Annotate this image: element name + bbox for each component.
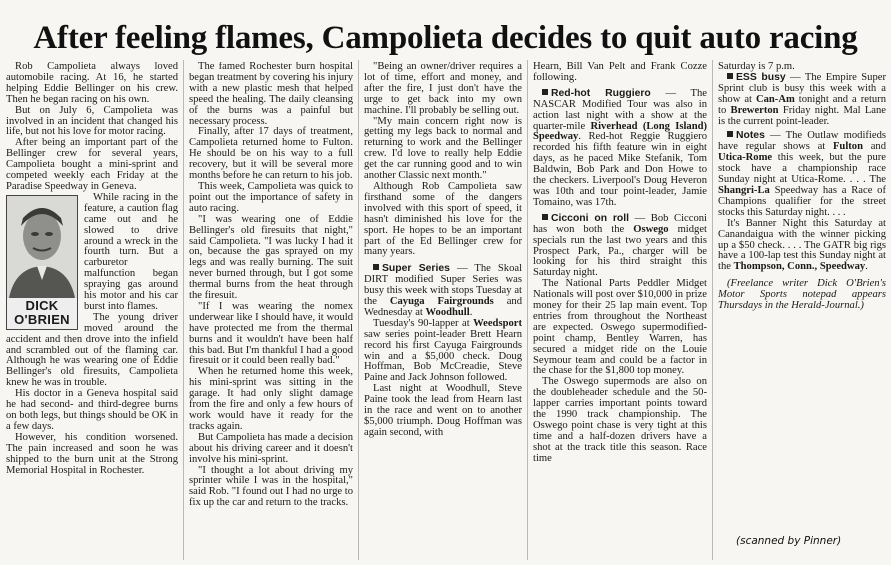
section-text: this week, but the pure stock have a championship race Sunday night at Utica-Rome. . . . The xyxy=(718,152,886,186)
paragraph: "I thought a lot about driving my sprinter while I was in the hospital," said Rob. "I found out I had no urge to fix up the car and return to the tracks. xyxy=(189,464,353,509)
paragraph: His doctor in a Geneva hospital said he had second- and third-degree burns on both legs, but things should be OK in a few days. xyxy=(6,388,178,432)
author-note: (Freelance writer Dick O'Brien's Motor Sports notepad appears Thursdays in the Herald-Journal.) xyxy=(718,278,886,312)
text: saw series point-leader Brett Hearn record his first Cayuga Fairgrounds win and a $5,000 check. Doug Hoffman, Bob McCreadie, Steve Paine and Jack Johnson followed. xyxy=(364,328,522,384)
text: It's Banner Night this Saturday at Canandaigua with the winner picking up a $50 check. . . . The GATR big rigs have a 100-lap test this Sunday night at the xyxy=(718,217,886,273)
paragraph: After being an important part of the Bellinger crew for several years, Campolieta bought a mini-sprint and competed weekly each Friday at the Paradise Speedway in Geneva. xyxy=(6,137,178,192)
section-text: Friday night. Mal Lane is the current point-leader. xyxy=(718,104,886,127)
bold-text: Can-Am xyxy=(755,93,795,105)
paragraph xyxy=(364,319,522,384)
paragraph: When he returned home this week, his mini-sprint was sitting in the garage. It had only slight damage from the fire and only a few hours of work would have it ready for the tracks again. xyxy=(189,366,353,432)
column-1 xyxy=(6,62,178,564)
paragraph: Last night at Woodhull, Steve Paine took the lead from Hearn last in the race and went on to another $5,000 triumph. Doug Hoffman was again second, with xyxy=(364,383,522,438)
text: . xyxy=(865,261,868,273)
bullet-square-icon xyxy=(727,131,733,137)
paragraph: "If I was wearing the nomex underwear like I should have, it would have protected me from the thermal burns and it wouldn't have been half this bad. But I'm thankful I had a good firesuit or it could been really bad." xyxy=(189,300,353,367)
paragraph: "My main concern right now is getting my legs back to normal and returning to work and the Bellinger crew. I'd love to really help Eddie get the car running good and to win another Classic next month." xyxy=(364,115,522,182)
section-notes xyxy=(718,131,886,218)
scan-credit: (scanned by Pinner) xyxy=(736,535,842,547)
section-text: — Bob Cicconi has won both the xyxy=(533,212,707,235)
section-title: ESS busy xyxy=(736,71,786,83)
byline: DICK O'BRIEN xyxy=(14,297,70,327)
column-5 xyxy=(718,62,886,482)
bold-text: Riverhead (Long Island) Speedway xyxy=(533,120,707,143)
section-text: and Wednesday at xyxy=(364,296,522,318)
section-title: Red-hot Ruggiero xyxy=(551,87,651,99)
section-text: — The Empire Super Sprint club is busy this week with a show at xyxy=(718,71,886,105)
section-title: Cicconi on roll xyxy=(551,212,630,224)
section-text: Speedway has a Race of Champions qualifier for the street stocks this Saturday night. . . . xyxy=(718,184,886,218)
section-title: Notes xyxy=(736,130,765,142)
column-divider xyxy=(358,60,359,560)
bold-text: Thompson, Conn., Speedway xyxy=(733,261,866,273)
section-text: . xyxy=(469,306,473,318)
column-divider xyxy=(183,60,184,560)
bullet-square-icon xyxy=(542,89,548,95)
paragraph: This week, Campolieta was quick to point out the importance of safety in auto racing. xyxy=(189,180,353,214)
section-cicconi-on-roll xyxy=(533,214,707,279)
portrait-image xyxy=(7,196,77,298)
bold-text: Woodhull xyxy=(425,306,470,318)
bold-text: Cayuga Fairgrounds xyxy=(389,296,494,308)
bold-text: Shangri-La xyxy=(718,184,770,196)
headline: After feeling flames, Campolieta decides to quit auto racing xyxy=(33,20,858,56)
paragraph: Rob Campolieta always loved automobile racing. At 16, he started helping Eddie Bellinger on his crew. Then he began racing on his own. xyxy=(6,62,178,105)
column-2 xyxy=(189,62,353,564)
bullet-square-icon xyxy=(727,73,733,79)
section-text: and xyxy=(862,141,886,153)
paragraph: Finally, after 17 days of treatment, Campolieta returned home to Fulton. He should be on his way to a full recovery, but it will be several more months before he can return to his job. xyxy=(189,126,353,182)
paragraph: The Oswego supermods are also on the doubleheader schedule and the 50-lapper carries important points toward the 1990 track championship. The Oswego point chase is very tight at this time and a half-dozen drivers have a shot at the track title this season. Race time xyxy=(533,376,707,464)
paragraph: But Campolieta has made a decision about his driving career and it doesn't involve his mini-sprint. xyxy=(189,431,353,465)
paragraph: Although Rob Campolieta saw firsthand some of the dangers involved with this sport of speed, it hasn't diminished his love for the sport. He hopes to be an important part of the Ed Bellinger crew for many years. xyxy=(364,180,522,258)
paragraph: The famed Rochester burn hospital began treatment by covering his injury with a new plastic mesh that helped speed the healing. The daily cleansing of the burns was a painful but necessary process. xyxy=(189,62,353,127)
section-title: Super Series xyxy=(382,263,450,275)
column-3 xyxy=(364,62,522,564)
section-text: midget specials run the last two years and this Prospect Park, Pa., charger will be looking for his third straight this Saturday night. xyxy=(533,223,707,279)
section-super-series xyxy=(364,264,522,319)
bold-text: Weedsport xyxy=(473,317,522,329)
bold-text: Fulton xyxy=(832,141,863,153)
paragraph: While racing in the feature, a caution flag came out and he slowed to drive around a wreck in the fourth turn. But a carburetor malfunction began spraying gas around his motor and his car burst into flames. xyxy=(84,191,178,312)
section-text: — The Skoal DIRT modified Super Series was busy this week with stops Tuesday at the xyxy=(364,263,522,308)
paragraph: "I was wearing one of Eddie Bellinger's old firesuits that night," said Campolieta. "I was lucky I had it on, because the gas sprayed on my legs and was really burning. The suit never burned through, but I got some thermal burns from the heat through the firesuit. xyxy=(189,213,353,302)
section-ess-busy xyxy=(718,73,886,128)
section-red-hot-ruggiero xyxy=(533,89,707,209)
columnist-photo xyxy=(6,195,78,330)
section-text: . Red-hot Reggie Ruggiero recorded his fifth feature win in eight days, as he paced Mike Stefanik, Tom Baldwin, Bob Park and Don Howe to the checkers. Liverpool's Doug Heveron was 10th and tour point-leader, Jamie Tomaino, was 17th. xyxy=(533,131,707,208)
paragraph: But on July 6, Campolieta was involved in an incident that changed his life, but not his love for motor racing. xyxy=(6,104,178,138)
section-text: — The Outlaw modifieds have regular shows at xyxy=(718,130,886,153)
column-4 xyxy=(533,62,707,564)
text: Tuesday's 90-lapper at xyxy=(373,317,474,329)
bold-text: Brewerton xyxy=(730,104,779,116)
section-text: — The NASCAR Modified Tour was also in action last night with a show at the quarter-mile xyxy=(533,87,707,132)
bold-text: Oswego xyxy=(633,223,669,235)
paragraph: Hearn, Bill Van Pelt and Frank Cozze following. xyxy=(533,62,707,83)
column-divider xyxy=(527,60,528,560)
paragraph: The young driver moved around the accident and then drove into the infield and scrambled out of the flaming car. Although he was wearing one of Eddie Bellinger's old firesuits, Campolieta knew he was in trouble. xyxy=(6,311,178,389)
paragraph xyxy=(718,219,886,274)
bullet-square-icon xyxy=(373,264,379,270)
paragraph: Saturday is 7 p.m. xyxy=(718,62,795,72)
bold-text: Utica-Rome xyxy=(718,152,773,164)
column-divider xyxy=(712,60,713,560)
paragraph: "Being an owner/driver requires a lot of time, effort and money, and after the fire, I just don't have the urge to get back into my own machine. I'll probably be selling out. xyxy=(364,62,522,116)
paragraph: However, his condition worsened. The pain increased and soon he was shipped to the burn unit at the Strong Memorial Hospital in Rochester. xyxy=(6,431,178,476)
section-text: tonight and a return to xyxy=(718,93,886,116)
bullet-square-icon xyxy=(542,214,548,220)
paragraph: The National Parts Peddler Midget Nationals will post over $10,000 in prize money for their 25 lap main event. Top entries from throughout the Northeast are expected. Oswego supermodified-point champ, Bentley Warren, has secured a midget ride on the Louie Seymour team and could be a factor in the chase for the $1,800 top money. xyxy=(533,278,707,377)
